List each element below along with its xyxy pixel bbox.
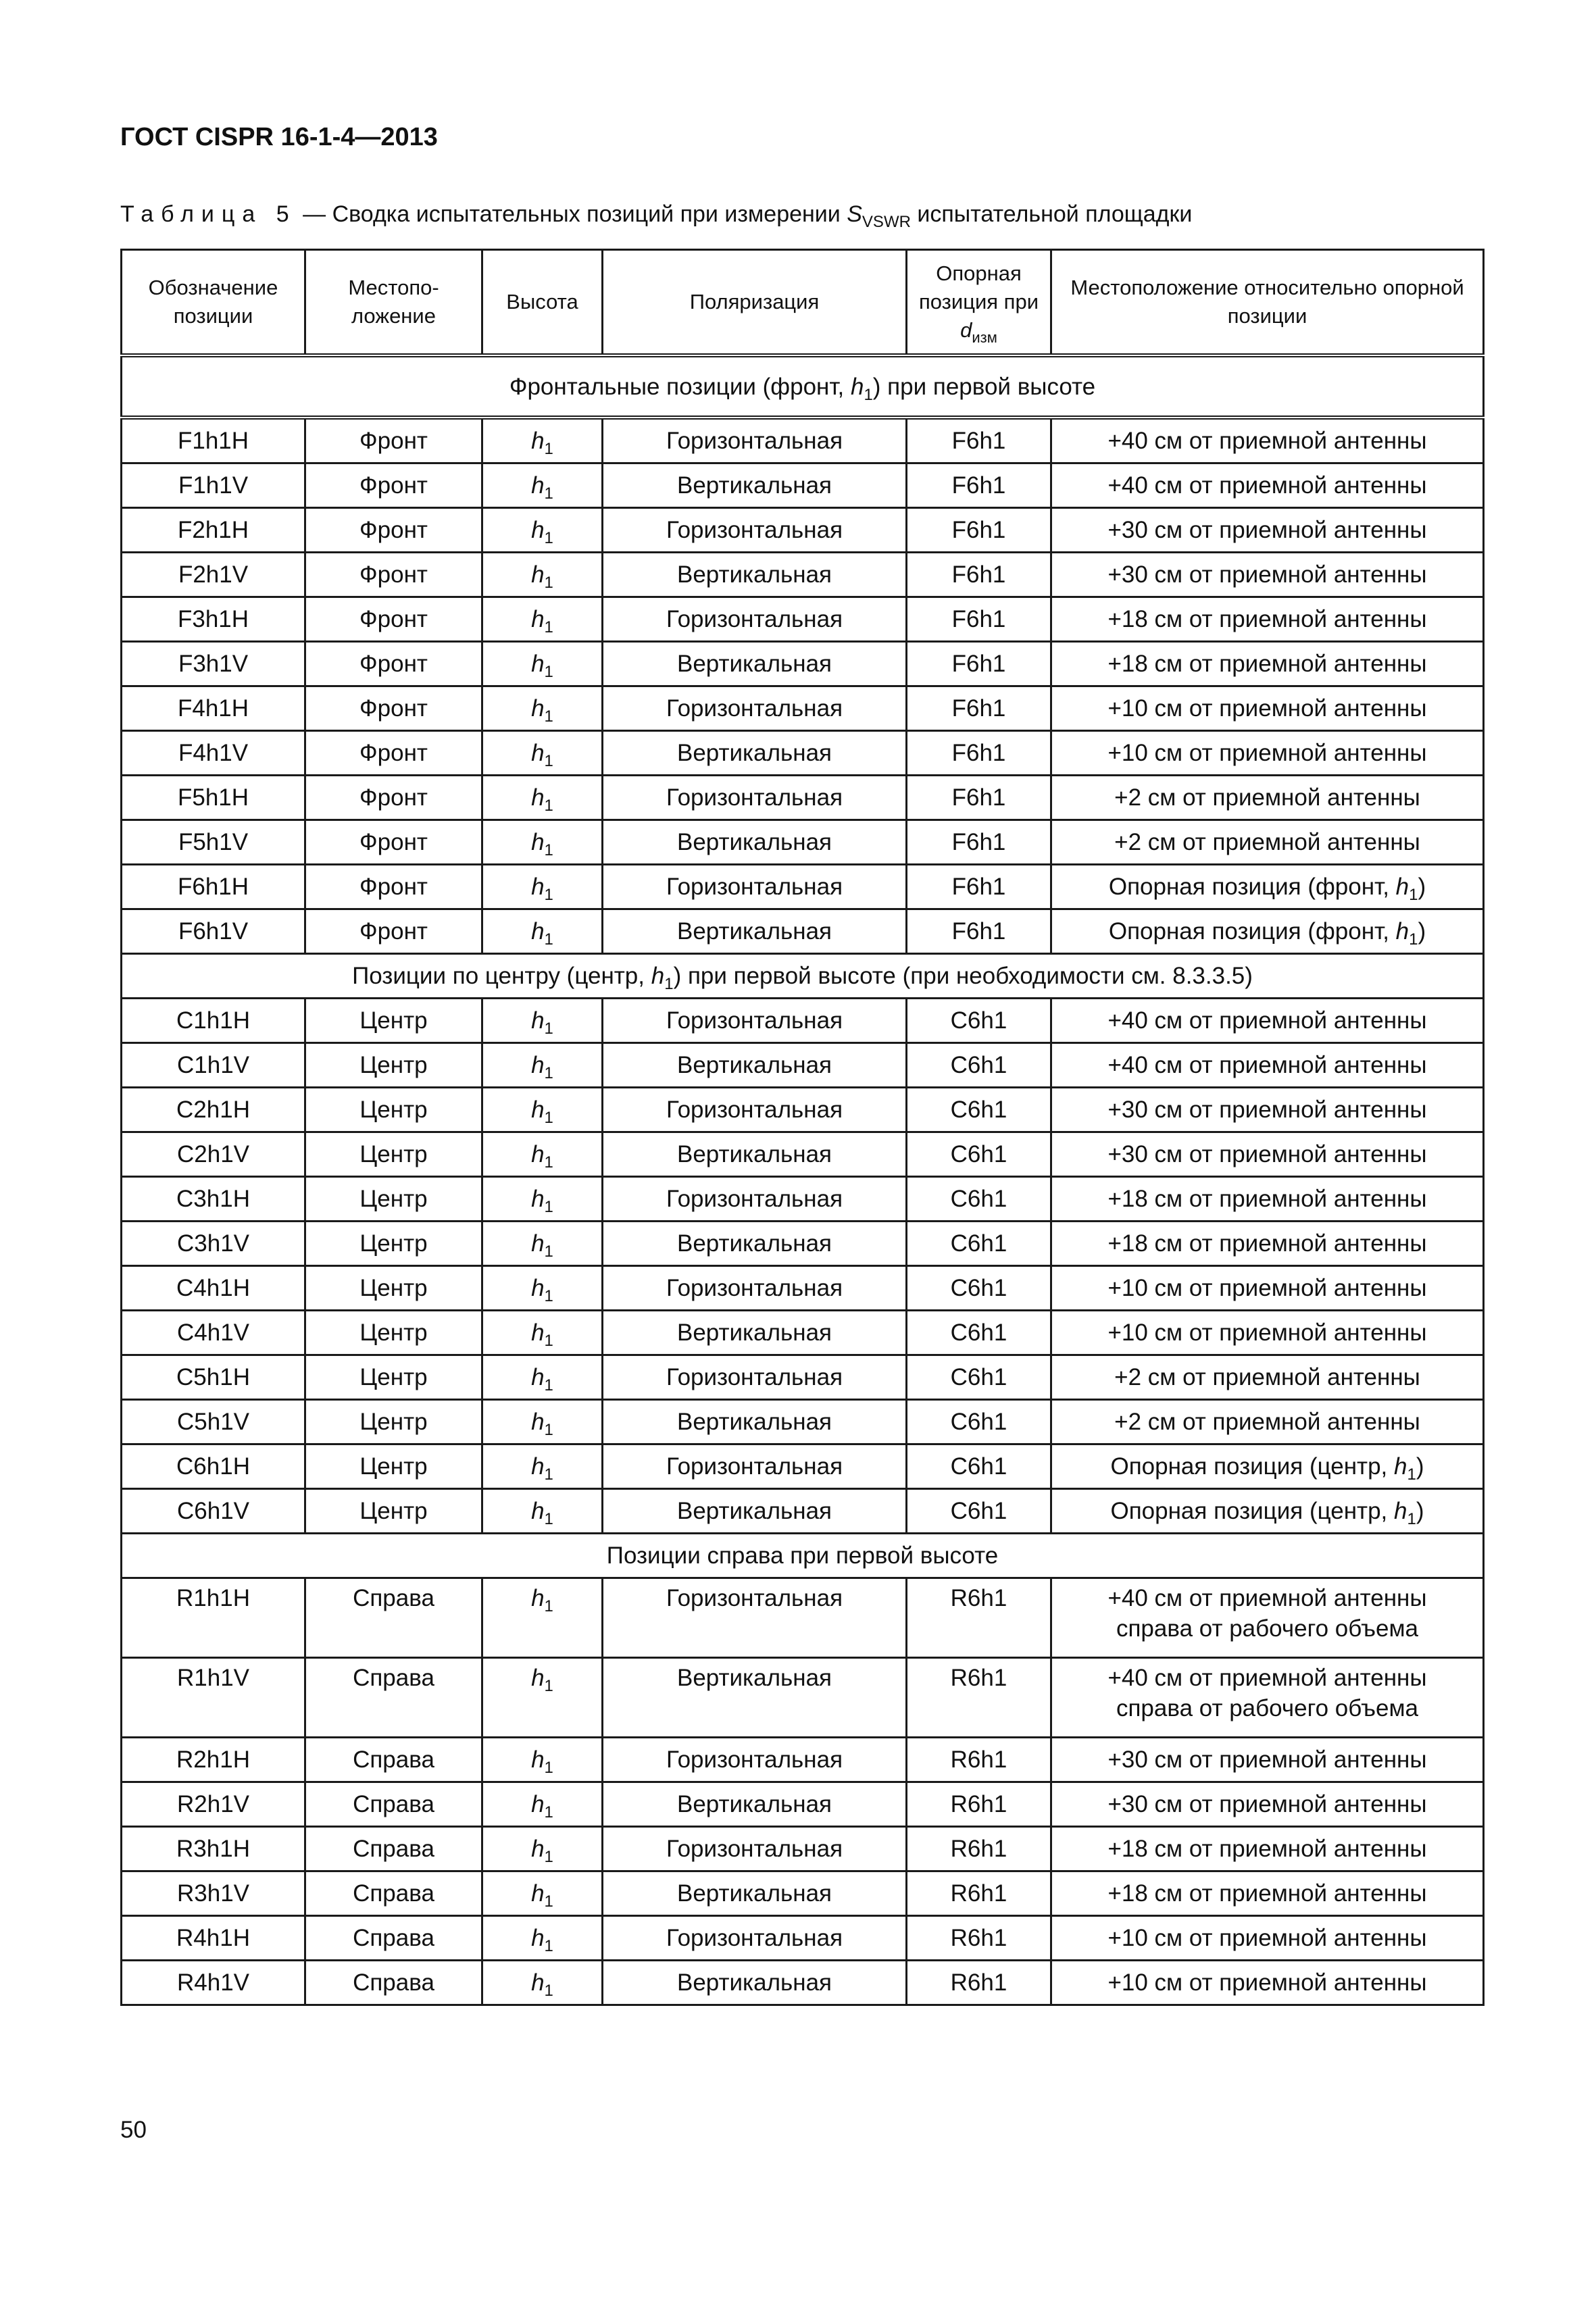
- cell-height: [482, 865, 603, 909]
- cell-relative: +30 см от приемной антенны: [1051, 1782, 1484, 1827]
- cell-designation: R3h1V: [122, 1871, 305, 1916]
- cell-relative: +40 см от приемной антенны: [1051, 999, 1484, 1043]
- cell-polarization: Вертикальная: [603, 1961, 907, 2005]
- document-code: ГОСТ CISPR 16-1-4—2013: [120, 123, 438, 151]
- table-row: [122, 1578, 1484, 1658]
- cell-relative: +40 см от приемной антенны: [1051, 463, 1484, 508]
- cell-location: Фронт: [305, 909, 482, 954]
- table-row: [122, 463, 1484, 508]
- cell-designation: F4h1H: [122, 686, 305, 731]
- cell-designation: R1h1H: [122, 1578, 305, 1658]
- table-row: [122, 508, 1484, 553]
- cell-relative: +18 см от приемной антенны: [1051, 1871, 1484, 1916]
- height-symbol: $h_1$: [531, 1791, 553, 1821]
- col-header-height: Высота: [482, 250, 603, 356]
- col-header-location: Местопо-ложение: [305, 250, 482, 356]
- cell-reference: C6h1: [907, 1177, 1051, 1222]
- cell-height: [482, 776, 603, 820]
- cell-designation: C3h1V: [122, 1222, 305, 1266]
- height-symbol: $h_1$: [531, 1665, 553, 1695]
- cell-location: Центр: [305, 1444, 482, 1489]
- table-row: [122, 1827, 1484, 1871]
- cell-relative: +2 см от приемной антенны: [1051, 1400, 1484, 1444]
- height-symbol: $h_1$: [531, 1097, 553, 1127]
- table-row: [122, 1916, 1484, 1961]
- height-symbol: $h_1$: [531, 829, 553, 859]
- cell-designation: C3h1H: [122, 1177, 305, 1222]
- cell-polarization: Горизонтальная: [603, 1355, 907, 1400]
- cell-height: [482, 909, 603, 954]
- cell-location: Центр: [305, 1222, 482, 1266]
- cell-location: Справа: [305, 1782, 482, 1827]
- cell-polarization: Вертикальная: [603, 909, 907, 954]
- height-symbol: $h_1$: [531, 606, 553, 636]
- height-symbol: $h_1$: [531, 1880, 553, 1911]
- cell-reference: R6h1: [907, 1578, 1051, 1658]
- cell-relative: +10 см от приемной антенны: [1051, 1961, 1484, 2005]
- table-row: [122, 731, 1484, 776]
- cell-location: Фронт: [305, 642, 482, 686]
- cell-reference: R6h1: [907, 1827, 1051, 1871]
- cell-location: Фронт: [305, 820, 482, 865]
- cell-relative: +40 см от приемной антенны справа от рабочего объема: [1051, 1658, 1484, 1738]
- cell-polarization: Вертикальная: [603, 1871, 907, 1916]
- cell-polarization: Горизонтальная: [603, 686, 907, 731]
- cell-designation: C1h1V: [122, 1043, 305, 1088]
- cell-designation: F2h1V: [122, 553, 305, 597]
- cell-polarization: Горизонтальная: [603, 1738, 907, 1782]
- cell-relative: +30 см от приемной антенны: [1051, 1088, 1484, 1132]
- cell-designation: F3h1H: [122, 597, 305, 642]
- cell-reference: F6h1: [907, 686, 1051, 731]
- cell-relative: +10 см от приемной антенны: [1051, 1916, 1484, 1961]
- cell-polarization: Вертикальная: [603, 553, 907, 597]
- table-row: [122, 1961, 1484, 2005]
- cell-polarization: Вертикальная: [603, 1782, 907, 1827]
- cell-reference: R6h1: [907, 1871, 1051, 1916]
- cell-relative: +18 см от приемной антенны: [1051, 597, 1484, 642]
- cell-polarization: Горизонтальная: [603, 597, 907, 642]
- positions-table: [120, 249, 1485, 2006]
- table-row: [122, 865, 1484, 909]
- cell-location: Фронт: [305, 731, 482, 776]
- height-symbol: $h_1$: [531, 1836, 553, 1866]
- cell-polarization: Вертикальная: [603, 1311, 907, 1355]
- cell-location: Справа: [305, 1738, 482, 1782]
- table-row: [122, 1489, 1484, 1534]
- table-row: [122, 1400, 1484, 1444]
- height-symbol: $h_1$: [531, 1453, 553, 1484]
- page-number: 50: [120, 2117, 147, 2143]
- cell-height: [482, 508, 603, 553]
- cell-height: [482, 1782, 603, 1827]
- table-row: [122, 1177, 1484, 1222]
- cell-height: [482, 1222, 603, 1266]
- cell-reference: F6h1: [907, 909, 1051, 954]
- table-row: [122, 597, 1484, 642]
- cell-reference: C6h1: [907, 1222, 1051, 1266]
- cell-relative: +18 см от приемной антенны: [1051, 642, 1484, 686]
- cell-designation: C2h1V: [122, 1132, 305, 1177]
- cell-designation: C1h1H: [122, 999, 305, 1043]
- cell-relative: +10 см от приемной антенны: [1051, 1266, 1484, 1311]
- cell-relative: +18 см от приемной антенны: [1051, 1177, 1484, 1222]
- table-row: [122, 1738, 1484, 1782]
- cell-relative: +30 см от приемной антенны: [1051, 1132, 1484, 1177]
- cell-reference: C6h1: [907, 1043, 1051, 1088]
- section-title: Фронтальные позиции (фронт, $h_1$) при первой высоте: [122, 355, 1484, 418]
- cell-height: [482, 1088, 603, 1132]
- cell-location: Справа: [305, 1827, 482, 1871]
- cell-designation: C6h1H: [122, 1444, 305, 1489]
- cell-height: [482, 1489, 603, 1534]
- col-header-polarization: Поляризация: [603, 250, 907, 356]
- cell-reference: F6h1: [907, 776, 1051, 820]
- cell-height: [482, 1961, 603, 2005]
- table-row: [122, 686, 1484, 731]
- table-row: [122, 1266, 1484, 1311]
- cell-reference: F6h1: [907, 508, 1051, 553]
- cell-location: Центр: [305, 1489, 482, 1534]
- cell-reference: C6h1: [907, 1311, 1051, 1355]
- cell-designation: R4h1H: [122, 1916, 305, 1961]
- height-symbol: $h_1$: [531, 740, 553, 770]
- table-row: [122, 999, 1484, 1043]
- table-row: [122, 418, 1484, 463]
- cell-relative: +2 см от приемной антенны: [1051, 1355, 1484, 1400]
- cell-designation: F6h1H: [122, 865, 305, 909]
- cell-location: Фронт: [305, 553, 482, 597]
- height-symbol: $h_1$: [531, 561, 553, 592]
- cell-reference: C6h1: [907, 1400, 1051, 1444]
- cell-height: [482, 463, 603, 508]
- cell-designation: F6h1V: [122, 909, 305, 954]
- cell-polarization: Вертикальная: [603, 1043, 907, 1088]
- cell-location: Центр: [305, 1266, 482, 1311]
- cell-location: Справа: [305, 1871, 482, 1916]
- cell-height: [482, 1444, 603, 1489]
- cell-reference: F6h1: [907, 865, 1051, 909]
- cell-designation: C4h1H: [122, 1266, 305, 1311]
- height-symbol: $h_1$: [531, 428, 553, 458]
- height-symbol: $h_1$: [531, 918, 553, 949]
- col-header-relative: Местоположение относительно опорной позиции: [1051, 250, 1484, 356]
- height-symbol: $h_1$: [531, 1409, 553, 1439]
- cell-location: Центр: [305, 1400, 482, 1444]
- section-title: Позиции по центру (центр, $h_1$) при первой высоте (при необходимости см. 8.3.3.5): [122, 954, 1484, 999]
- cell-location: Справа: [305, 1658, 482, 1738]
- height-symbol: $h_1$: [531, 1925, 553, 1955]
- cell-reference: R6h1: [907, 1782, 1051, 1827]
- cell-location: Фронт: [305, 776, 482, 820]
- cell-height: [482, 1738, 603, 1782]
- cell-reference: R6h1: [907, 1658, 1051, 1738]
- table-row: [122, 1311, 1484, 1355]
- cell-height: [482, 597, 603, 642]
- cell-location: Центр: [305, 1043, 482, 1088]
- cell-relative: +40 см от приемной антенны: [1051, 418, 1484, 463]
- cell-height: [482, 999, 603, 1043]
- cell-relative: Опорная позиция (фронт, $h_1$): [1051, 909, 1484, 954]
- height-symbol-inline: $h_1$: [1394, 1498, 1416, 1528]
- col-header-designation: Обозначение позиции: [122, 250, 305, 356]
- caption-prefix: Таблица 5: [120, 201, 297, 227]
- height-symbol: $h_1$: [531, 1141, 553, 1172]
- height-symbol: $h_1$: [531, 695, 553, 726]
- cell-relative: Опорная позиция (центр, $h_1$): [1051, 1444, 1484, 1489]
- table-body: [122, 355, 1484, 2005]
- height-symbol: $h_1$: [531, 1969, 553, 2000]
- cell-reference: R6h1: [907, 1916, 1051, 1961]
- table-row: [122, 1088, 1484, 1132]
- height-symbol-inline: $h_1$: [651, 963, 674, 993]
- cell-height: [482, 686, 603, 731]
- cell-location: Фронт: [305, 418, 482, 463]
- table-row: [122, 1043, 1484, 1088]
- cell-polarization: Горизонтальная: [603, 776, 907, 820]
- cell-reference: F6h1: [907, 463, 1051, 508]
- cell-height: [482, 820, 603, 865]
- height-symbol-inline: $h_1$: [1394, 1453, 1416, 1484]
- cell-relative: +40 см от приемной антенны справа от рабочего объема: [1051, 1578, 1484, 1658]
- cell-reference: C6h1: [907, 1355, 1051, 1400]
- table-row: [122, 820, 1484, 865]
- cell-designation: R3h1H: [122, 1827, 305, 1871]
- table-row: [122, 1222, 1484, 1266]
- cell-polarization: Вертикальная: [603, 820, 907, 865]
- cell-reference: C6h1: [907, 1132, 1051, 1177]
- cell-reference: F6h1: [907, 418, 1051, 463]
- height-symbol: $h_1$: [531, 472, 553, 503]
- cell-polarization: Горизонтальная: [603, 1444, 907, 1489]
- cell-reference: C6h1: [907, 1088, 1051, 1132]
- height-symbol: $h_1$: [531, 1746, 553, 1777]
- cell-location: Фронт: [305, 463, 482, 508]
- height-symbol: $h_1$: [531, 1585, 553, 1615]
- cell-height: [482, 1871, 603, 1916]
- section-title: Позиции справа при первой высоте: [122, 1534, 1484, 1578]
- cell-relative: Опорная позиция (фронт, $h_1$): [1051, 865, 1484, 909]
- cell-reference: C6h1: [907, 1266, 1051, 1311]
- cell-height: [482, 1400, 603, 1444]
- cell-polarization: Горизонтальная: [603, 1177, 907, 1222]
- height-symbol: $h_1$: [531, 1319, 553, 1350]
- col-header-reference-symbol: d: [960, 318, 972, 342]
- cell-designation: C2h1H: [122, 1088, 305, 1132]
- cell-polarization: Горизонтальная: [603, 418, 907, 463]
- table-row: [122, 776, 1484, 820]
- cell-relative: +2 см от приемной антенны: [1051, 820, 1484, 865]
- col-header-reference: [907, 250, 1051, 356]
- cell-polarization: Вертикальная: [603, 463, 907, 508]
- cell-polarization: Горизонтальная: [603, 999, 907, 1043]
- cell-relative: +30 см от приемной антенны: [1051, 1738, 1484, 1782]
- cell-reference: C6h1: [907, 1489, 1051, 1534]
- cell-reference: R6h1: [907, 1738, 1051, 1782]
- table-row: [122, 1871, 1484, 1916]
- cell-height: [482, 1266, 603, 1311]
- cell-height: [482, 1311, 603, 1355]
- cell-reference: C6h1: [907, 1444, 1051, 1489]
- caption-symbol: S: [847, 201, 862, 227]
- cell-height: [482, 1658, 603, 1738]
- cell-designation: F3h1V: [122, 642, 305, 686]
- cell-reference: F6h1: [907, 820, 1051, 865]
- cell-relative: +30 см от приемной антенны: [1051, 508, 1484, 553]
- height-symbol-inline: $h_1$: [850, 373, 873, 404]
- cell-location: Фронт: [305, 597, 482, 642]
- cell-designation: F2h1H: [122, 508, 305, 553]
- cell-location: Справа: [305, 1916, 482, 1961]
- cell-height: [482, 553, 603, 597]
- height-symbol: $h_1$: [531, 1052, 553, 1082]
- cell-polarization: Горизонтальная: [603, 1916, 907, 1961]
- cell-reference: R6h1: [907, 1961, 1051, 2005]
- cell-location: Справа: [305, 1961, 482, 2005]
- cell-designation: F1h1H: [122, 418, 305, 463]
- table-caption: [120, 201, 1193, 231]
- cell-designation: R4h1V: [122, 1961, 305, 2005]
- cell-location: Фронт: [305, 686, 482, 731]
- cell-polarization: Горизонтальная: [603, 1266, 907, 1311]
- cell-designation: R2h1V: [122, 1782, 305, 1827]
- table-row: [122, 1782, 1484, 1827]
- table-row: [122, 642, 1484, 686]
- height-symbol: $h_1$: [531, 874, 553, 904]
- cell-polarization: Горизонтальная: [603, 865, 907, 909]
- cell-height: [482, 1916, 603, 1961]
- section-row: [122, 1534, 1484, 1578]
- cell-polarization: Вертикальная: [603, 1400, 907, 1444]
- cell-relative: +18 см от приемной антенны: [1051, 1827, 1484, 1871]
- cell-relative: +40 см от приемной антенны: [1051, 1043, 1484, 1088]
- cell-polarization: Горизонтальная: [603, 1827, 907, 1871]
- cell-height: [482, 1177, 603, 1222]
- height-symbol: $h_1$: [531, 1275, 553, 1305]
- cell-designation: C4h1V: [122, 1311, 305, 1355]
- cell-polarization: Горизонтальная: [603, 1088, 907, 1132]
- cell-height: [482, 1043, 603, 1088]
- cell-polarization: Вертикальная: [603, 731, 907, 776]
- cell-designation: F5h1H: [122, 776, 305, 820]
- cell-reference: F6h1: [907, 731, 1051, 776]
- cell-relative: +18 см от приемной антенны: [1051, 1222, 1484, 1266]
- cell-location: Центр: [305, 999, 482, 1043]
- cell-reference: F6h1: [907, 597, 1051, 642]
- cell-relative: +10 см от приемной антенны: [1051, 686, 1484, 731]
- height-symbol: $h_1$: [531, 1186, 553, 1216]
- cell-polarization: Горизонтальная: [603, 1578, 907, 1658]
- cell-reference: C6h1: [907, 999, 1051, 1043]
- cell-location: Центр: [305, 1355, 482, 1400]
- table-row: [122, 1355, 1484, 1400]
- cell-designation: C5h1H: [122, 1355, 305, 1400]
- cell-location: Фронт: [305, 508, 482, 553]
- cell-polarization: Вертикальная: [603, 1222, 907, 1266]
- cell-location: Центр: [305, 1177, 482, 1222]
- table-row: [122, 909, 1484, 954]
- cell-location: Фронт: [305, 865, 482, 909]
- table-row: [122, 1444, 1484, 1489]
- cell-relative: +10 см от приемной антенны: [1051, 731, 1484, 776]
- cell-location: Центр: [305, 1311, 482, 1355]
- cell-height: [482, 1355, 603, 1400]
- cell-relative: +10 см от приемной антенны: [1051, 1311, 1484, 1355]
- cell-location: Справа: [305, 1578, 482, 1658]
- cell-relative: +2 см от приемной антенны: [1051, 776, 1484, 820]
- cell-height: [482, 731, 603, 776]
- height-symbol: $h_1$: [531, 784, 553, 815]
- caption-suffix: испытательной площадки: [910, 201, 1193, 227]
- cell-reference: F6h1: [907, 553, 1051, 597]
- cell-polarization: Горизонтальная: [603, 508, 907, 553]
- cell-location: Центр: [305, 1088, 482, 1132]
- cell-polarization: Вертикальная: [603, 1658, 907, 1738]
- height-symbol: $h_1$: [531, 1007, 553, 1038]
- col-header-reference-sub: изм: [972, 329, 997, 346]
- cell-designation: F5h1V: [122, 820, 305, 865]
- cell-designation: F1h1V: [122, 463, 305, 508]
- cell-height: [482, 1827, 603, 1871]
- cell-height: [482, 642, 603, 686]
- cell-polarization: Вертикальная: [603, 1489, 907, 1534]
- cell-relative: Опорная позиция (центр, $h_1$): [1051, 1489, 1484, 1534]
- section-row: [122, 954, 1484, 999]
- height-symbol: $h_1$: [531, 517, 553, 547]
- table-row: [122, 1658, 1484, 1738]
- caption-symbol-sub: VSWR: [862, 213, 911, 231]
- cell-designation: C6h1V: [122, 1489, 305, 1534]
- cell-designation: R1h1V: [122, 1658, 305, 1738]
- height-symbol: $h_1$: [531, 1498, 553, 1528]
- table-row: [122, 553, 1484, 597]
- cell-designation: R2h1H: [122, 1738, 305, 1782]
- table-header-row: [122, 250, 1484, 356]
- caption-text: — Сводка испытательных позиций при измерении: [296, 201, 847, 227]
- cell-polarization: Вертикальная: [603, 1132, 907, 1177]
- cell-height: [482, 418, 603, 463]
- height-symbol: $h_1$: [531, 651, 553, 681]
- cell-height: [482, 1578, 603, 1658]
- section-row: [122, 355, 1484, 418]
- table-row: [122, 1132, 1484, 1177]
- height-symbol-inline: $h_1$: [1395, 874, 1418, 904]
- height-symbol-inline: $h_1$: [1395, 918, 1418, 949]
- cell-location: Центр: [305, 1132, 482, 1177]
- cell-polarization: Вертикальная: [603, 642, 907, 686]
- cell-height: [482, 1132, 603, 1177]
- height-symbol: $h_1$: [531, 1364, 553, 1394]
- cell-relative: +30 см от приемной антенны: [1051, 553, 1484, 597]
- col-header-reference-text: Опорная позиция при: [918, 261, 1039, 313]
- cell-reference: F6h1: [907, 642, 1051, 686]
- cell-designation: F4h1V: [122, 731, 305, 776]
- cell-designation: C5h1V: [122, 1400, 305, 1444]
- height-symbol: $h_1$: [531, 1230, 553, 1261]
